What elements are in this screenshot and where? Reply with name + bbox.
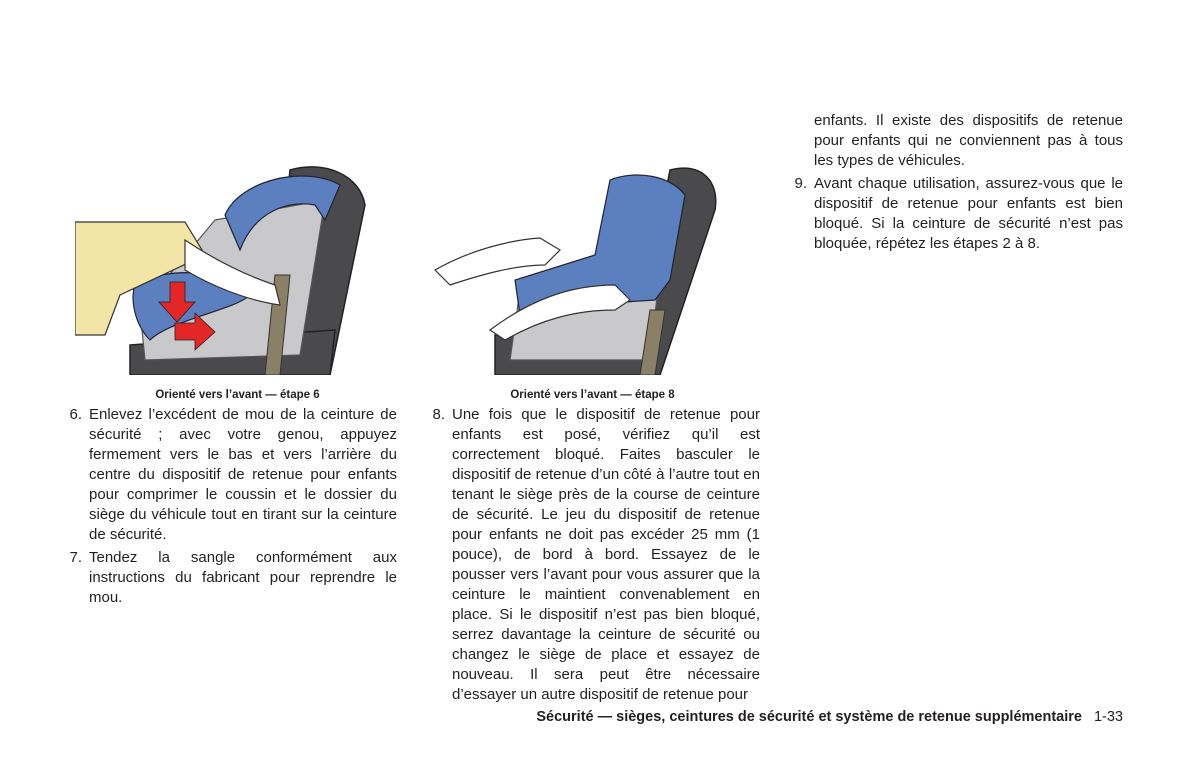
list-text: Avant chaque utilisation, assurez-vous que le dispositif de retenue pour enfants est bien bloqué. Si la ceinture de sécurité n’est pas bloquée, répétez les étapes 2 à 8. [814,175,1123,252]
list-item-step-7 [62,548,397,608]
list-item-step-9 [787,174,1123,254]
section-title: Sécurité — sièges, ceintures de sécurité et système de retenue supplémentaire [536,709,1082,725]
illustration-step-6 [75,160,400,375]
page-number: 1-33 [1093,709,1123,725]
figure-caption-step-8: Orienté vers l’avant — étape 8 [510,389,675,401]
illustration-step-8 [430,160,755,375]
list-number: 8. [432,406,445,423]
figure-caption-step-6: Orienté vers l’avant — étape 6 [155,389,320,401]
list-text: Enlevez l’excédent de mou de la ceinture de sécurité ; avec votre genou, appuyez fermement vers le bas et vers l’arrière du centre du dispositif de retenue pour enfants pour comprimer le coussin et le dossier du siège du véhicule tout en tirant sur la ceinture de sécurité. [89,406,397,543]
text-column-left [62,405,397,611]
page-footer [420,709,1123,725]
figure-step-6 [75,160,400,375]
figure-step-8 [430,160,755,375]
list-item-step-8 [425,405,760,705]
text-column-middle [425,405,760,708]
list-text: Une fois que le dispositif de retenue pour enfants est posé, vérifiez qu’il est correctement bloqué. Faites basculer le dispositif de retenue d’un côté à l’autre tout en tenant le siège près de la course de ceinture de sécurité. Le jeu du dispositif de retenue pour enfants ne doit pas excéder 25 mm (1 pouce), de bord à bord. Essayez de le pousser vers l’avant pour vous assurer que la ceinture le maintient convenablement en place. Si le dispositif n’est pas bien bloqué, serrez davantage la ceinture de sécurité ou changez le siège de place et essayez de nouveau. Il sera peut être nécessaire d’essayer un autre dispositif de retenue pour [452,406,760,703]
text-column-right [787,111,1123,257]
continuation-text: enfants. Il existe des dispositifs de retenue pour enfants qui ne conviennent pas à tous les types de véhicules. [814,112,1123,169]
list-item-step-6 [62,405,397,545]
list-number: 6. [69,406,82,423]
list-number: 7. [69,549,82,566]
list-number: 9. [794,175,807,192]
list-text: Tendez la sangle conformément aux instructions du fabricant pour reprendre le mou. [89,549,397,606]
